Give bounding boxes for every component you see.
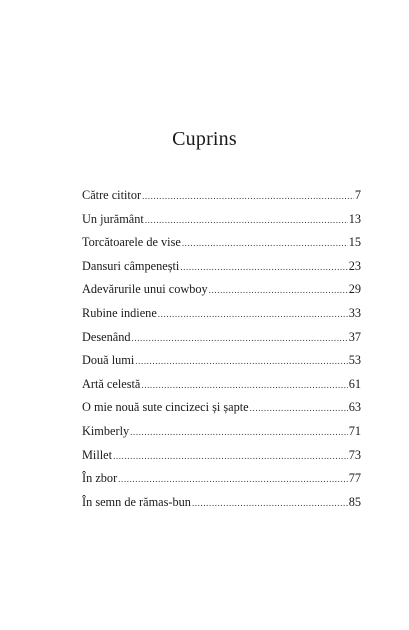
toc-entry	[82, 447, 361, 471]
dot-leader	[180, 259, 347, 275]
dot-leader	[192, 495, 348, 511]
toc-entry-title: Artă celestă	[82, 376, 141, 391]
toc-entry-title: Desenând	[82, 329, 131, 344]
toc-entry-title: Torcătoarele de vise	[82, 235, 181, 250]
toc-entry-title: În zbor	[82, 471, 118, 486]
toc-entry	[82, 234, 361, 258]
dot-leader	[182, 235, 348, 251]
dot-leader	[209, 282, 348, 298]
toc-entry-title: Un jurământ	[82, 211, 144, 226]
dot-leader	[250, 400, 348, 416]
toc-entry-page: 33	[348, 305, 361, 320]
toc-entry	[82, 211, 361, 235]
dot-leader	[130, 424, 348, 440]
toc-entry-title: Rubine indiene	[82, 305, 157, 320]
toc-entry-title: Kimberly	[82, 423, 130, 438]
dot-leader	[142, 188, 354, 204]
toc-entry-title: Adevărurile unui cowboy	[82, 282, 208, 297]
dot-leader	[135, 353, 347, 369]
dot-leader	[158, 306, 348, 322]
toc-entry	[82, 258, 361, 282]
toc-entry-page: 53	[348, 353, 361, 368]
toc-entry	[82, 494, 361, 518]
toc-entry-page: 71	[348, 423, 361, 438]
dot-leader	[113, 448, 348, 464]
toc-entry-title: Două lumi	[82, 353, 135, 368]
toc-heading: Cuprins	[172, 128, 237, 150]
toc-entry-page: 85	[348, 494, 361, 509]
toc-entry-title: Millet	[82, 447, 113, 462]
toc-entry-page: 13	[348, 211, 361, 226]
toc-entry	[82, 305, 361, 329]
toc-entry	[82, 352, 361, 376]
toc-entry-page: 63	[348, 400, 361, 415]
toc-entry-page: 7	[354, 188, 361, 202]
toc-entry-page: 61	[348, 376, 361, 391]
dot-leader	[141, 377, 347, 393]
toc-entry-page: 29	[348, 282, 361, 297]
toc-entry	[82, 329, 361, 353]
dot-leader	[145, 212, 348, 228]
toc-entry-page: 73	[348, 447, 361, 462]
toc-entry-page: 77	[348, 471, 361, 486]
toc-entry-title: O mie nouă sute cincizeci și șapte	[82, 400, 249, 415]
toc-entry	[82, 376, 361, 400]
toc-list	[82, 187, 361, 517]
toc-entry	[82, 281, 361, 305]
toc-entry	[82, 187, 361, 211]
toc-entry	[82, 399, 361, 423]
dot-leader	[132, 330, 348, 346]
toc-entry	[82, 423, 361, 447]
toc-entry-title: Dansuri câmpenești	[82, 258, 180, 273]
toc-entry-title: În semn de rămas-bun	[82, 494, 191, 509]
toc-entry-title: Către cititor	[82, 188, 142, 202]
toc-entry	[82, 470, 361, 494]
toc-entry-page: 37	[348, 329, 361, 344]
dot-leader	[118, 471, 348, 487]
toc-entry-page: 23	[348, 258, 361, 273]
toc-entry-page: 15	[348, 235, 361, 250]
